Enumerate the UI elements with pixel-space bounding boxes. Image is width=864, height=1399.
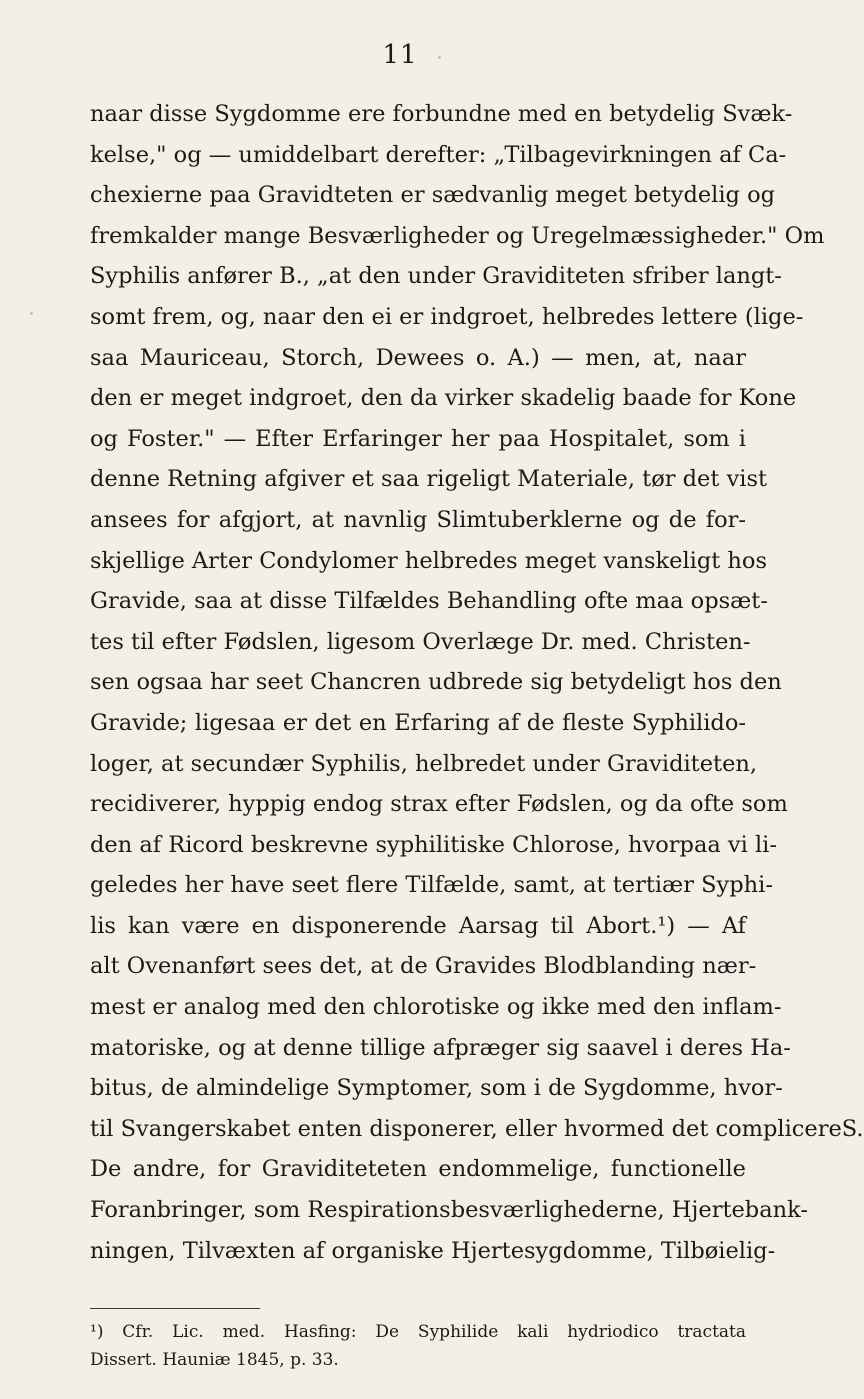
page-number: 11 [382, 40, 418, 70]
paper-speck [30, 312, 33, 315]
body-text [90, 94, 864, 1271]
footnote-line: Dissert. Hauniæ 1845, p. 33. [90, 1350, 339, 1370]
text-line: loger, at secundær Syphilis, helbredet under Graviditeten, [90, 750, 758, 777]
text-line: kelse," og — umiddelbart derefter: „Tilbagevirkningen af Ca- [90, 141, 787, 168]
text-line: den er meget indgroet, den da virker skadelig baade for Kone [90, 385, 797, 412]
text-line: geledes her have seet flere Tilfælde, samt, at tertiær Syphi- [90, 872, 773, 899]
footnote-rule [90, 1308, 260, 1309]
text-line: skjellige Arter Condylomer helbredes meget vanskeligt hos [90, 547, 768, 574]
text-line: naar disse Sygdomme ere forbundne med en betydelig Svæk- [90, 101, 793, 127]
text-line: Gravide, saa at disse Tilfældes Behandling ofte maa opsæt- [90, 588, 768, 615]
footnote-line: ¹) Cfr. Lic. med. Hasfing: De Syphilide kali hydriodico tractata [90, 1322, 746, 1342]
text-line: til Svangerskabet enten disponerer, eller hvormed det complicereS. [90, 1115, 864, 1142]
text-line: tes til efter Fødslen, ligesom Overlæge Dr. med. Christen- [90, 628, 751, 655]
text-line: somt frem, og, naar den ei er indgroet, helbredes lettere (lige- [90, 303, 804, 330]
text-line: lis kan være en disponerende Aarsag til Abort.¹) — Af [90, 912, 746, 939]
text-line: ningen, Tilvæxten af organiske Hjertesygdomme, Tilbøielig- [90, 1237, 776, 1264]
text-line: sen ogsaa har seet Chancren udbrede sig betydeligt hos den [90, 669, 782, 696]
text-line: Gravide; ligesaa er det en Erfaring af de fleste Syphilido- [90, 709, 746, 736]
text-line: recidiverer, hyppig endog strax efter Fødslen, og da ofte som [90, 791, 788, 818]
text-line: Foranbringer, som Respirationsbesværlighederne, Hjertebank- [90, 1197, 808, 1224]
text-line: ansees for afgjort, at navnlig Slimtuberklerne og de for- [90, 506, 746, 533]
text-line: den af Ricord beskrevne syphilitiske Chlorose, hvorpaa vi li- [90, 831, 777, 858]
text-line: De andre, for Graviditeteten endommelige, functionelle [90, 1156, 746, 1183]
text-line: Syphilis anfører B., „at den under Graviditeten sfriber langt- [90, 263, 782, 290]
text-line: matoriske, og at denne tillige afpræger sig saavel i deres Ha- [90, 1034, 791, 1061]
text-line: fremkalder mange Besværligheder og Uregelmæssigheder." Om [90, 222, 825, 249]
text-line: denne Retning afgiver et saa rigeligt Materiale, tør det vist [90, 466, 768, 493]
text-line: chexierne paa Gravidteten er sædvanlig meget betydelig og [90, 182, 776, 209]
text-line: mest er analog med den chlorotiske og ikke med den inflam- [90, 994, 782, 1021]
footnote [90, 1318, 746, 1374]
text-line: og Foster." — Efter Erfaringer her paa Hospitalet, som i [90, 425, 746, 452]
text-line: alt Ovenanført sees det, at de Gravides Blodblanding nær- [90, 953, 757, 980]
text-line: saa Mauriceau, Storch, Dewees o. A.) — men, at, naar [90, 344, 746, 371]
paper-speck [438, 56, 441, 59]
text-line: bitus, de almindelige Symptomer, som i de Sygdomme, hvor- [90, 1075, 783, 1102]
